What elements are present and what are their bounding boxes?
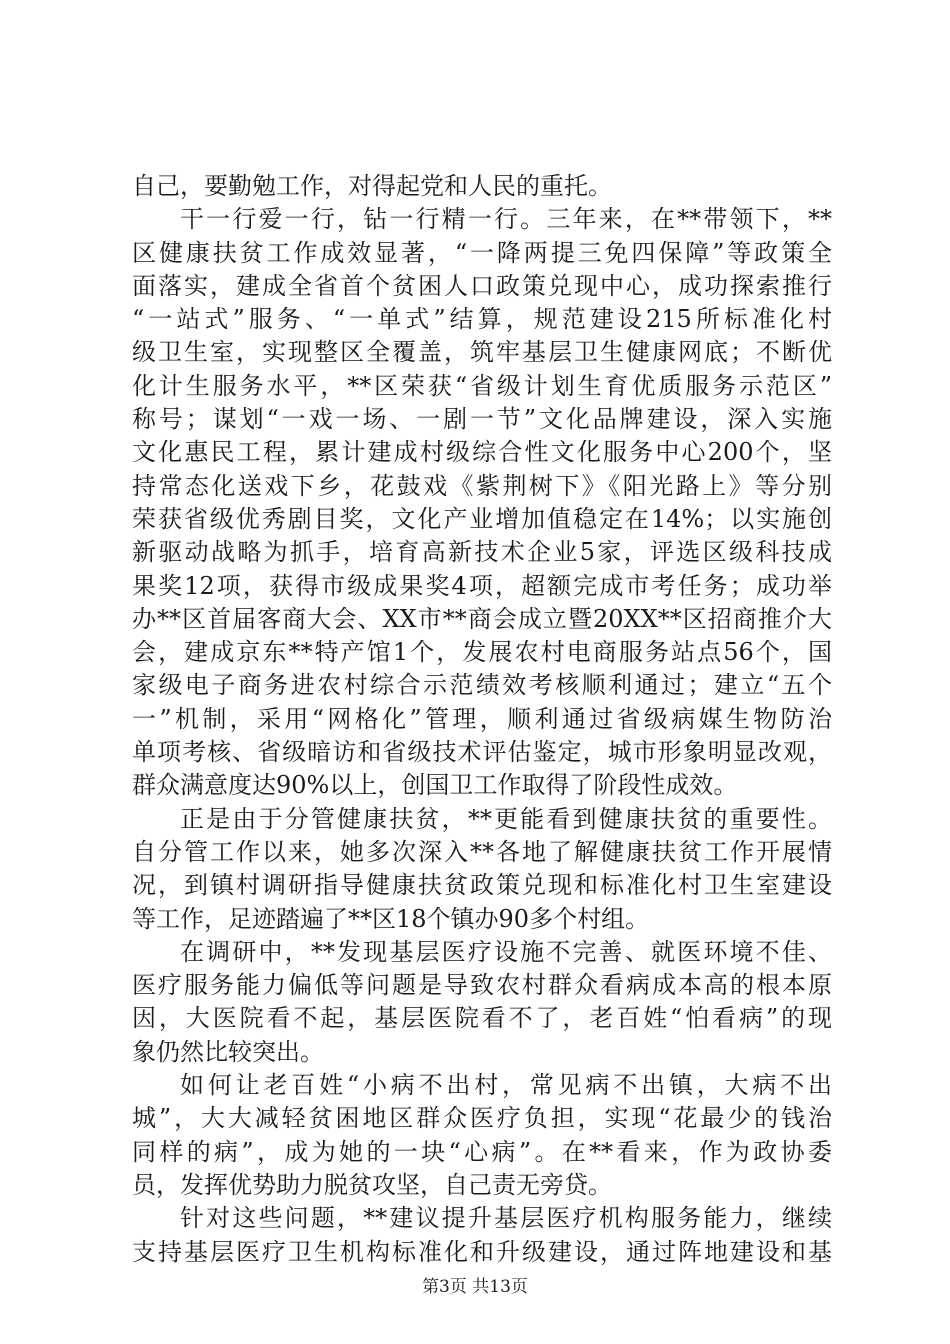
text-line: 化计生服务水平，**区荣获“省级计划生育优质服务示范区” <box>132 371 832 400</box>
text-line: 象仍然比较突出。 <box>132 1037 324 1066</box>
text-line: 等工作，足迹踏遍了**区18个镇办90多个村组。 <box>132 904 650 933</box>
text-line: 同样的病”，成为她的一块“心病”。在**看来，作为政协委 <box>132 1137 832 1166</box>
text-line: 医疗服务能力偏低等问题是导致农村群众看病成本高的根本原 <box>132 971 832 1000</box>
text-line: 城”，大大减轻贫困地区群众医疗负担，实现“花最少的钱治 <box>132 1104 832 1133</box>
text-line: 持常态化送戏下乡，花鼓戏《紫荆树下》《阳光路上》等分别 <box>132 471 832 500</box>
text-line: 因，大医院看不起，基层医院看不了，老百姓“怕看病”的现 <box>132 1004 832 1033</box>
text-line: 荣获省级优秀剧目奖，文化产业增加值稳定在14%；以实施创 <box>132 504 832 533</box>
page-number-footer: 第3页 共13页 <box>422 1277 528 1297</box>
text-line: 在调研中，**发现基层医疗设施不完善、就医环境不佳、 <box>180 937 832 966</box>
text-line: 单项考核、省级暗访和省级技术评估鉴定，城市形象明显改观， <box>132 738 832 767</box>
text-line: 会，建成京东**特产馆1个，发展农村电商服务站点56个，国 <box>132 638 832 667</box>
text-line: 支持基层医疗卫生机构标准化和升级建设，通过阵地建设和基 <box>132 1237 832 1266</box>
text-line: 果奖12项，获得市级成果奖4项，超额完成市考任务；成功举 <box>132 571 832 600</box>
text-line: 办**区首届客商大会、XX市**商会成立暨20XX**区招商推介大 <box>132 604 832 633</box>
text-line: 一”机制，采用“网格化”管理，顺利通过省级病媒生物防治 <box>132 704 832 733</box>
text-line: 自分管工作以来，她多次深入**各地了解健康扶贫工作开展情 <box>132 837 832 866</box>
text-line: 自己，要勤勉工作，对得起党和人民的重托。 <box>132 172 612 200</box>
text-line: 况，到镇村调研指导健康扶贫政策兑现和标准化村卫生室建设 <box>132 871 832 900</box>
text-line: 区健康扶贫工作成效显著，“一降两提三免四保障”等政策全 <box>132 238 832 267</box>
text-line: 群众满意度达90%以上，创国卫工作取得了阶段性成效。 <box>132 771 738 800</box>
text-line: 级卫生室，实现整区全覆盖，筑牢基层卫生健康网底；不断优 <box>132 338 832 367</box>
text-line: “一站式”服务、“一单式”结算，规范建设215所标准化村 <box>132 305 832 334</box>
text-line: 家级电子商务进农村综合示范绩效考核顺利通过；建立“五个 <box>132 671 832 700</box>
text-line: 干一行爱一行，钻一行精一行。三年来，在**带领下，** <box>180 205 832 234</box>
text-line: 正是由于分管健康扶贫，**更能看到健康扶贫的重要性。 <box>180 804 832 833</box>
text-line: 新驱动战略为抓手，培育高新技术企业5家，评选区级科技成 <box>132 538 832 567</box>
text-line: 面落实，建成全省首个贫困人口政策兑现中心，成功探索推行 <box>132 271 832 300</box>
text-line: 称号；谋划“一戏一场、一剧一节”文化品牌建设，深入实施 <box>132 405 832 434</box>
text-line: 文化惠民工程，累计建成村级综合性文化服务中心200个，坚 <box>132 438 832 467</box>
document-body <box>132 170 832 1269</box>
text-line: 员，发挥优势助力脱贫攻坚，自己责无旁贷。 <box>132 1170 612 1199</box>
text-line: 针对这些问题，**建议提升基层医疗机构服务能力，继续 <box>180 1204 832 1233</box>
text-line: 如何让老百姓“小病不出村，常见病不出镇，大病不出 <box>180 1071 832 1100</box>
